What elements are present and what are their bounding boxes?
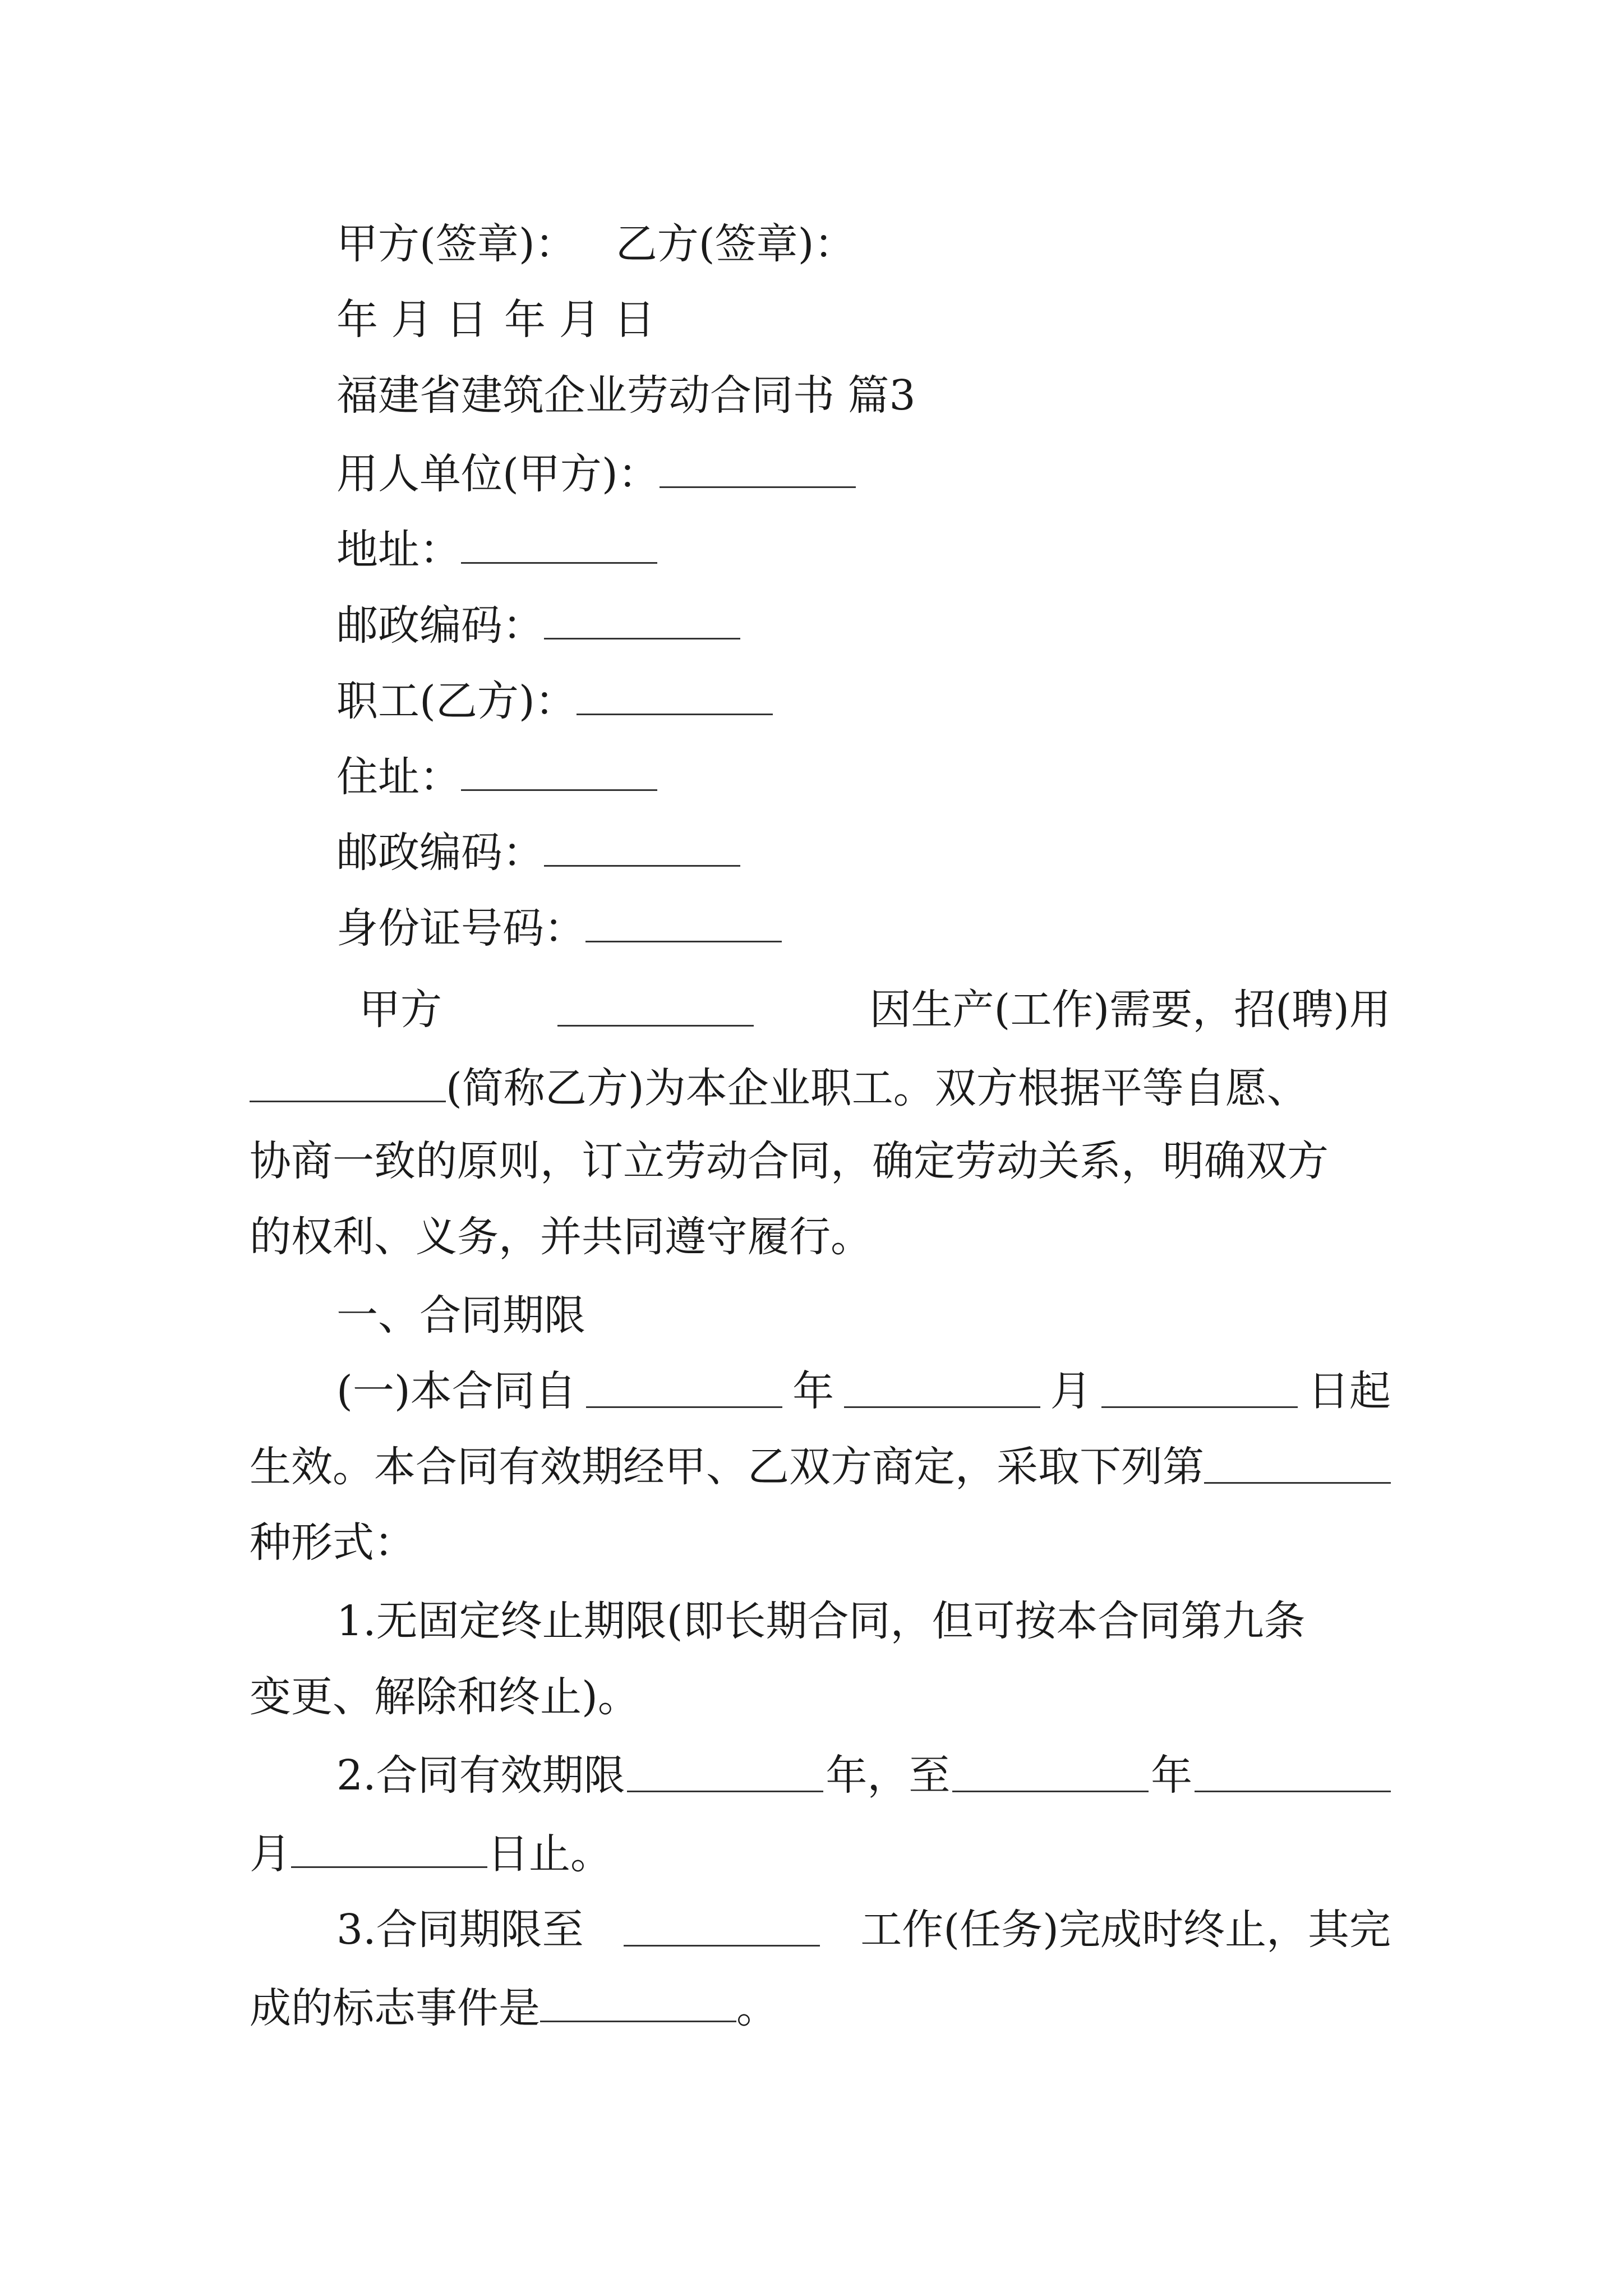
section-heading: 一、合同期限 <box>336 1291 585 1340</box>
option3-period: 。 <box>736 1984 778 2032</box>
employee-postcode-label: 邮政编码： <box>336 829 544 877</box>
term-month-blank <box>844 1360 1040 1408</box>
intro-employee-blank <box>250 1055 446 1102</box>
option2-label: 2.合同有效期限 <box>336 1751 625 1800</box>
term-day-label: 日起 <box>1307 1367 1391 1415</box>
term-clause-line-2 <box>250 1436 1391 1498</box>
term-clause-line-3: 种形式： <box>250 1519 416 1567</box>
residence-field <box>336 743 657 805</box>
id-number-label: 身份证号码： <box>336 904 585 953</box>
term-year-blank <box>586 1360 782 1408</box>
employer-label: 用人单位(甲方)： <box>336 450 660 498</box>
employee-field <box>336 668 773 729</box>
employee-label: 职工(乙方)： <box>336 677 577 725</box>
option2-until-label: 年，至 <box>826 1751 951 1800</box>
term-start-label: (一)本合同自 <box>336 1367 577 1415</box>
employer-field <box>336 440 856 502</box>
employer-blank <box>660 440 856 488</box>
employee-postcode-blank <box>544 819 740 867</box>
residence-blank <box>461 743 657 791</box>
employer-postcode-field <box>336 592 740 654</box>
term-form-blank <box>1204 1436 1391 1484</box>
employer-postcode-label: 邮政编码： <box>336 601 544 650</box>
intro-line-1 <box>359 979 1391 1041</box>
option2-years-blank <box>627 1745 823 1792</box>
term-clause-line-1 <box>336 1360 1391 1422</box>
intro-line-2 <box>250 1055 1308 1116</box>
term-option-2-line-2 <box>250 1820 612 1882</box>
party-a-date: 年 月 日 <box>336 296 488 344</box>
intro-party-a: 甲方 <box>359 986 442 1034</box>
address-field <box>336 516 657 578</box>
address-label: 地址： <box>336 526 461 574</box>
employer-postcode-blank <box>544 592 740 639</box>
option3-label: 3.合同期限至 <box>336 1906 584 1954</box>
option2-day-blank <box>291 1820 487 1868</box>
term-option-1-line-1: 1.无固定终止期限(即长期合同，但可按本合同第九条 <box>336 1597 1306 1645</box>
option2-end-label: 日止。 <box>487 1830 612 1878</box>
option2-month-blank <box>1195 1745 1391 1792</box>
term-month-label: 月 <box>1050 1367 1092 1415</box>
signature-line <box>336 213 856 275</box>
party-a-signature-label: 甲方(签章)： <box>336 220 577 268</box>
option3-event-blank <box>540 1975 736 2022</box>
term-form-text: 生效。本合同有效期经甲、乙双方商定，采取下列第 <box>250 1443 1204 1491</box>
signature-date-line <box>336 289 655 351</box>
option3-event-label: 成的标志事件是 <box>250 1984 540 2032</box>
document-title: 福建省建筑企业劳动合同书 篇3 <box>336 371 916 420</box>
address-blank <box>461 516 657 564</box>
party-b-date: 年 月 日 <box>504 296 656 344</box>
option3-work-blank <box>624 1899 820 1947</box>
term-option-2-line-1 <box>336 1745 1391 1806</box>
option3-text: 工作(任务)完成时终止，其完 <box>860 1906 1391 1954</box>
id-number-field <box>336 895 782 956</box>
party-b-signature-label: 乙方(签章)： <box>615 220 856 268</box>
employee-blank <box>577 668 773 715</box>
term-option-3-line-2 <box>250 1975 778 2036</box>
term-day-blank <box>1101 1360 1298 1408</box>
intro-line-4: 的权利、义务，并共同遵守履行。 <box>250 1213 872 1261</box>
option2-end-year-blank <box>952 1745 1149 1792</box>
intro-employee-text: (简称乙方)为本企业职工。双方根据平等自愿、 <box>446 1064 1308 1112</box>
intro-party-a-blank <box>557 979 754 1027</box>
intro-hiring-text: 因生产(工作)需要，招(聘)用 <box>869 986 1391 1034</box>
id-number-blank <box>585 895 782 942</box>
term-option-1-line-2: 变更、解除和终止)。 <box>250 1673 639 1721</box>
option2-year-label: 年 <box>1151 1751 1193 1800</box>
residence-label: 住址： <box>336 753 461 801</box>
term-year-label: 年 <box>792 1367 834 1415</box>
intro-line-3: 协商一致的原则，订立劳动合同，确定劳动关系，明确双方 <box>250 1137 1329 1185</box>
employee-postcode-field <box>336 819 740 881</box>
term-option-3-line-1 <box>336 1899 1391 1961</box>
option2-month-label: 月 <box>250 1830 291 1878</box>
